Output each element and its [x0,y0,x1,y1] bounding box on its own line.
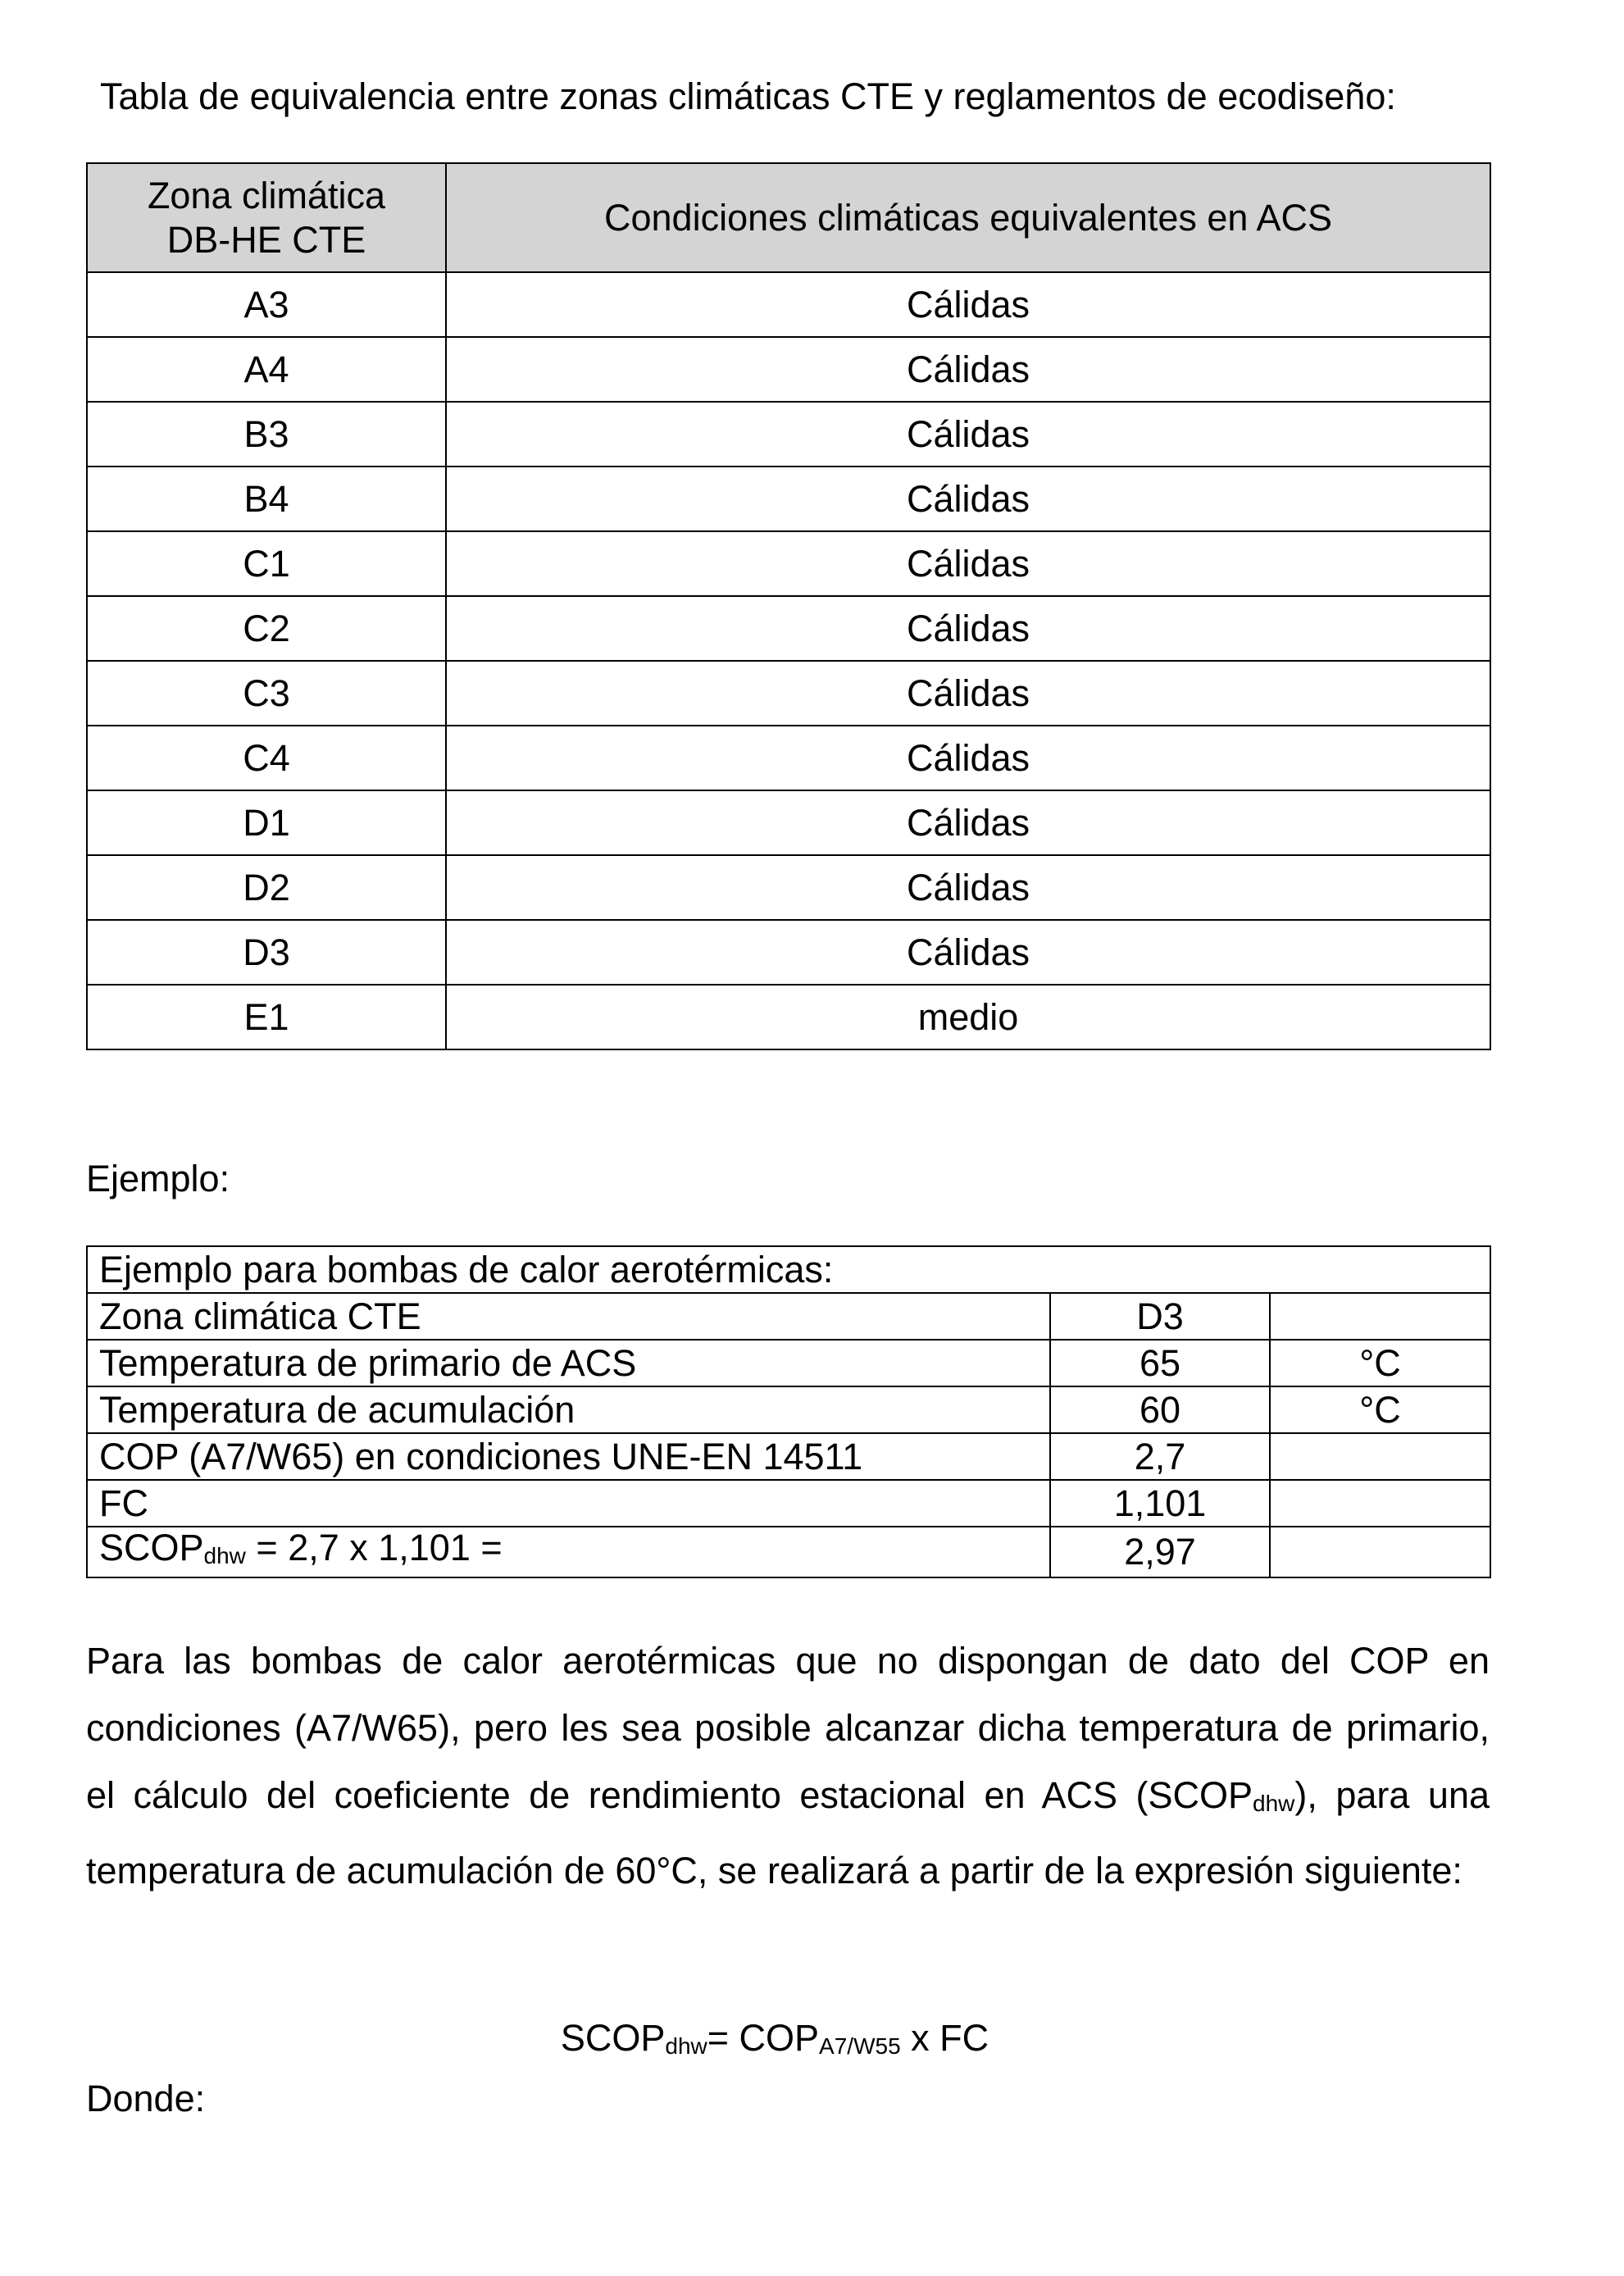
paragraph-part2: ), para una temperatura de acumulación de 60°C, se realizará a partir de la expresión siguiente: [86,1774,1490,1891]
example-value: 2,7 [1050,1433,1270,1480]
donde-label: Donde: [86,2078,206,2119]
explanation-paragraph [86,1627,1490,1905]
example-label: COP (A7/W65) en condiciones UNE-EN 14511 [87,1433,1050,1480]
header-zone: Zona climática DB-HE CTE [87,163,446,272]
zone-cell: C2 [87,596,446,661]
example-row [87,1340,1490,1386]
paragraph-sub: dhw [1253,1791,1295,1816]
climate-zones-table [86,162,1491,1050]
example-row [87,1386,1490,1433]
condition-cell: Cálidas [446,596,1490,661]
example-label: Temperatura de primario de ACS [87,1340,1050,1386]
scop-label-rest: = 2,7 x 1,101 = [245,1527,503,1568]
zone-row [87,985,1490,1049]
example-label: Zona climática CTE [87,1293,1050,1340]
condition-cell: Cálidas [446,337,1490,402]
formula-eq: = COP [707,2017,820,2059]
zone-cell: A4 [87,337,446,402]
condition-cell: Cálidas [446,790,1490,855]
example-title: Ejemplo para bombas de calor aerotérmicas: [87,1246,1490,1293]
paragraph-part1: Para las bombas de calor aerotérmicas que no dispongan de dato del COP en condiciones (A7/W65), pero les sea posible alcanzar dicha temperatura de primario, el cálculo del coeficiente de rendimiento estacional en ACS (SCOP [86,1640,1490,1816]
condition-cell: Cálidas [446,467,1490,531]
zone-row [87,726,1490,790]
example-label: Temperatura de acumulación [87,1386,1050,1433]
zone-row [87,920,1490,985]
zone-cell: B4 [87,467,446,531]
formula-scop: SCOP [560,2017,666,2059]
condition-cell: Cálidas [446,531,1490,596]
example-value: 60 [1050,1386,1270,1433]
formula-rest: x FC [900,2017,989,2059]
condition-cell: Cálidas [446,726,1490,790]
zones-body [87,272,1490,1049]
formula-cop-sub: A7/W55 [819,2033,901,2059]
scop-unit [1270,1527,1490,1577]
example-unit: °C [1270,1386,1490,1433]
example-value: 65 [1050,1340,1270,1386]
zone-row [87,402,1490,467]
example-unit: °C [1270,1340,1490,1386]
example-title-row [87,1246,1490,1293]
example-label: FC [87,1480,1050,1527]
zones-header-row [87,163,1490,272]
scop-label-main: SCOP [99,1527,204,1568]
example-value: 1,101 [1050,1480,1270,1527]
zone-row [87,531,1490,596]
zone-cell: E1 [87,985,446,1049]
example-row [87,1433,1490,1480]
zone-cell: A3 [87,272,446,337]
example-unit [1270,1480,1490,1527]
condition-cell: medio [446,985,1490,1049]
intro-text: Tabla de equivalencia entre zonas climáticas CTE y reglamentos de ecodiseño: [100,75,1396,117]
condition-cell: Cálidas [446,272,1490,337]
example-value: D3 [1050,1293,1270,1340]
formula [0,2014,1549,2071]
zone-row [87,790,1490,855]
zone-cell: D2 [87,855,446,920]
condition-cell: Cálidas [446,855,1490,920]
header-condition: Condiciones climáticas equivalentes en ACS [446,163,1490,272]
scop-label-sub: dhw [203,1543,246,1568]
zone-cell: D1 [87,790,446,855]
scop-value: 2,97 [1050,1527,1270,1577]
zone-row [87,855,1490,920]
zone-cell: B3 [87,402,446,467]
condition-cell: Cálidas [446,661,1490,726]
example-unit [1270,1293,1490,1340]
example-body [87,1246,1490,1577]
zone-cell: C1 [87,531,446,596]
example-table [86,1245,1491,1578]
condition-cell: Cálidas [446,402,1490,467]
condition-cell: Cálidas [446,920,1490,985]
zone-row [87,596,1490,661]
zone-cell: C3 [87,661,446,726]
zone-row [87,661,1490,726]
zone-row [87,337,1490,402]
formula-scop-sub: dhw [665,2033,707,2059]
example-row [87,1293,1490,1340]
zone-row [87,272,1490,337]
example-scop-row [87,1527,1490,1577]
example-row [87,1480,1490,1527]
zone-cell: C4 [87,726,446,790]
example-unit [1270,1433,1490,1480]
ejemplo-label: Ejemplo: [86,1158,230,1199]
zone-row [87,467,1490,531]
scop-label [87,1527,1050,1577]
zone-cell: D3 [87,920,446,985]
